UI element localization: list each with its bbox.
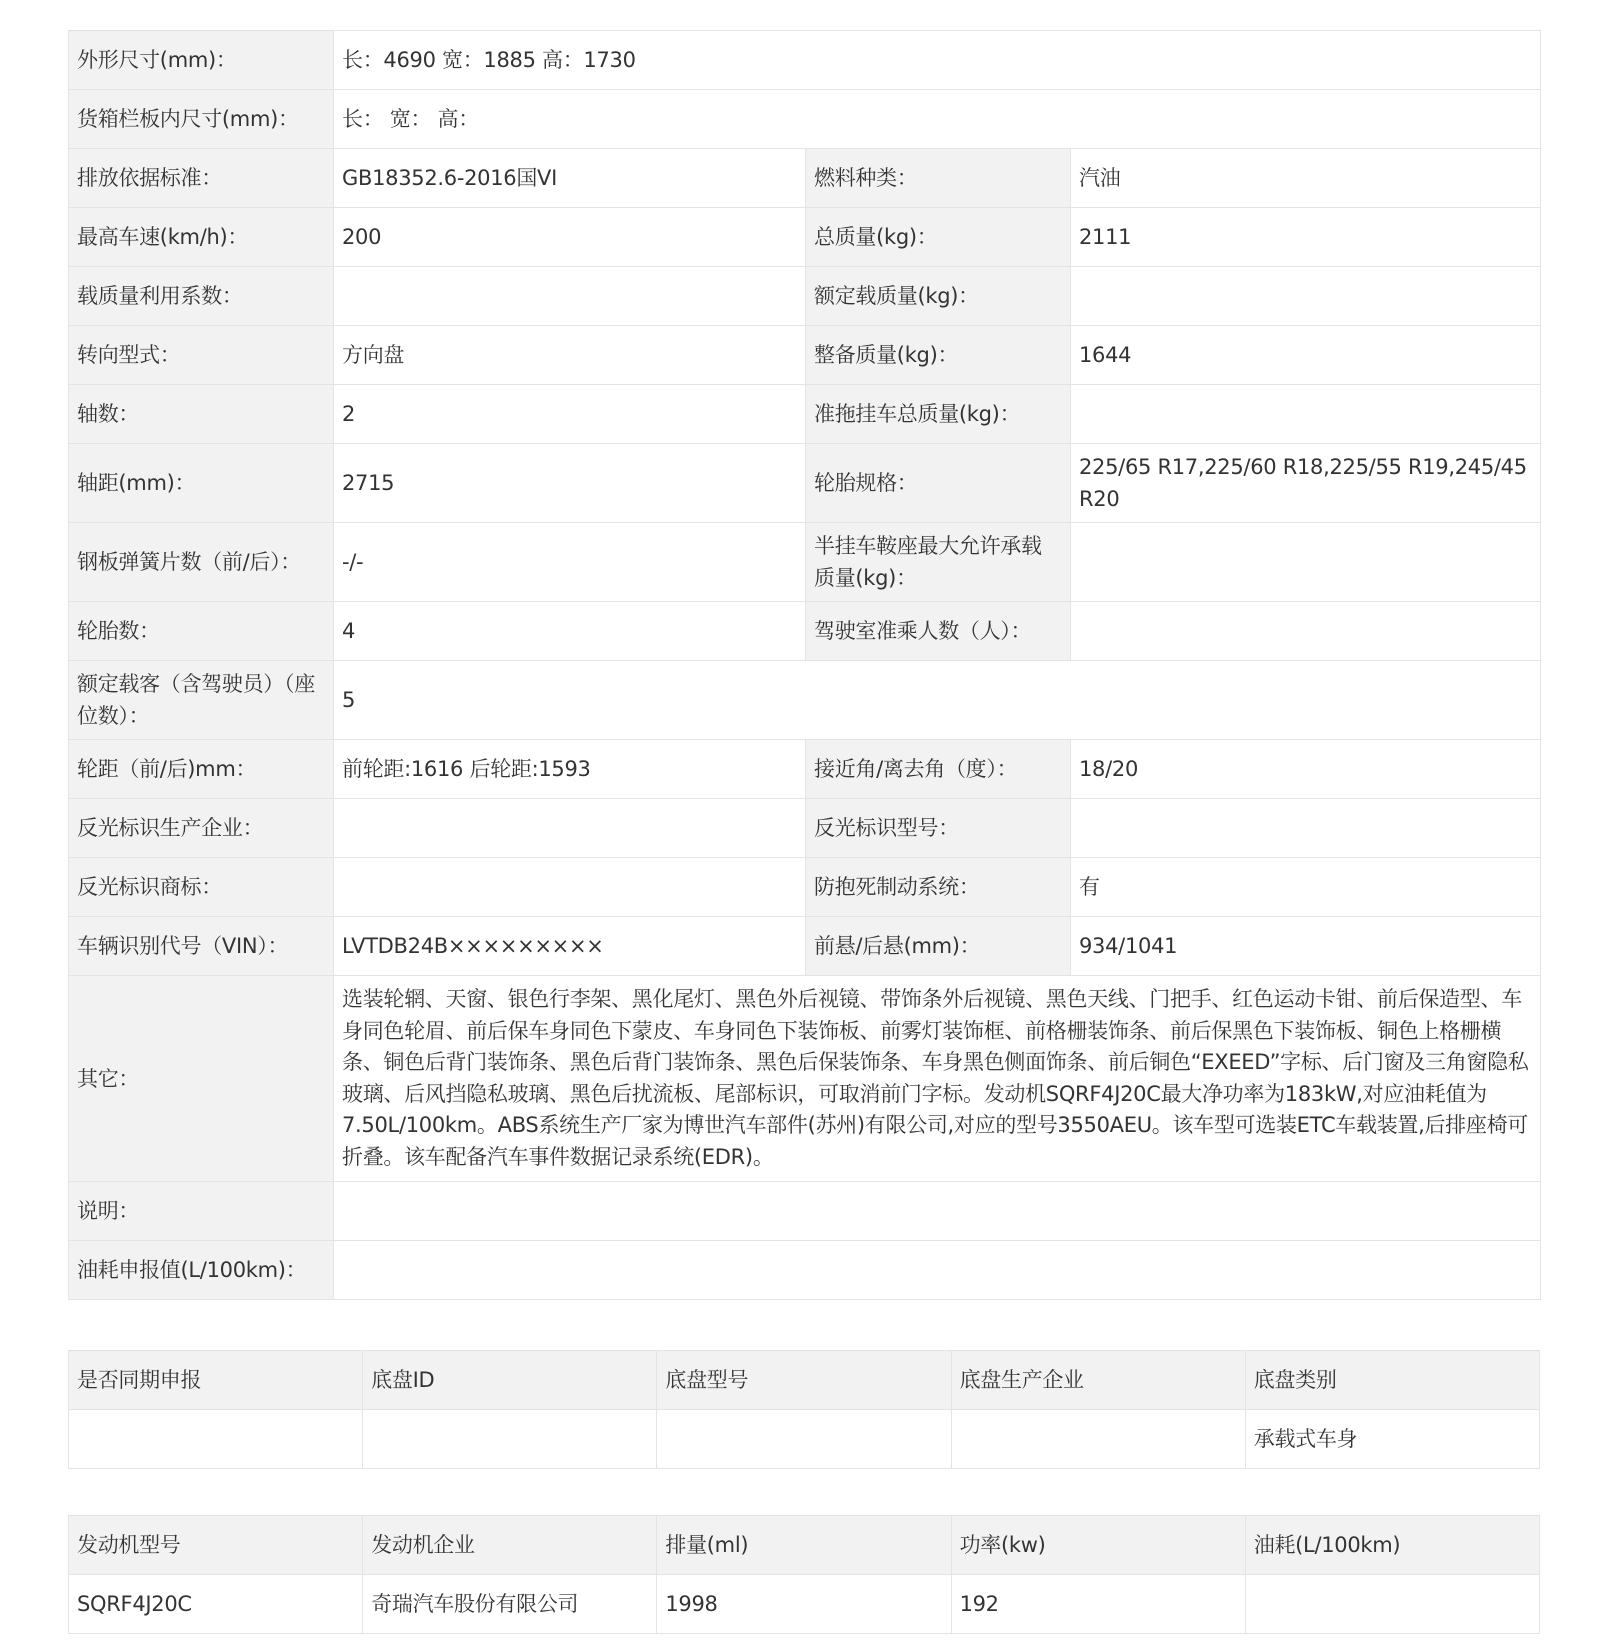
engine-cell: 192 (951, 1575, 1245, 1634)
curb-mass-value: 1644 (1071, 326, 1541, 385)
trailer-mass-value (1071, 385, 1541, 444)
track-value: 前轮距:1616 后轮距:1593 (334, 740, 806, 799)
angles-label: 接近角/离去角（度）： (806, 740, 1071, 799)
fuel-type-value: 汽油 (1071, 149, 1541, 208)
tire-count-value: 4 (334, 602, 806, 661)
trailer-mass-label: 准拖挂车总质量(kg)： (806, 385, 1071, 444)
dimensions-label: 外形尺寸(mm)： (69, 31, 334, 90)
reflective-brand-value (334, 858, 806, 917)
rated-load-value (1071, 267, 1541, 326)
tire-count-label: 轮胎数： (69, 602, 334, 661)
vin-label: 车辆识别代号（VIN）： (69, 917, 334, 976)
emission-standard-label: 排放依据标准： (69, 149, 334, 208)
max-speed-label: 最高车速(km/h)： (69, 208, 334, 267)
cab-passengers-value (1071, 602, 1541, 661)
engine-cell (1245, 1575, 1539, 1634)
leaf-springs-label: 钢板弹簧片数（前/后）： (69, 523, 334, 602)
spec-row-dimensions (69, 31, 1541, 90)
engine-header-cell: 油耗(L/100km) (1245, 1516, 1539, 1575)
abs-label: 防抱死制动系统： (806, 858, 1071, 917)
spec-row-steering (69, 326, 1541, 385)
chassis-cell (657, 1410, 951, 1469)
saddle-load-value (1071, 523, 1541, 602)
rated-load-label: 额定载质量(kg)： (806, 267, 1071, 326)
rated-passengers-label: 额定载客（含驾驶员）（座位数）： (69, 661, 334, 740)
chassis-header-cell: 底盘ID (363, 1351, 657, 1410)
fuel-type-label: 燃料种类： (806, 149, 1071, 208)
total-mass-value: 2111 (1071, 208, 1541, 267)
notes-label: 说明： (69, 1182, 334, 1241)
spec-row-passengers (69, 661, 1541, 740)
track-label: 轮距（前/后)mm： (69, 740, 334, 799)
chassis-cell (363, 1410, 657, 1469)
other-label: 其它： (69, 976, 334, 1182)
spec-row-springs (69, 523, 1541, 602)
axles-label: 轴数： (69, 385, 334, 444)
engine-header-cell: 发动机企业 (363, 1516, 657, 1575)
max-speed-value: 200 (334, 208, 806, 267)
load-utilization-value (334, 267, 806, 326)
chassis-header-cell: 底盘型号 (657, 1351, 951, 1410)
engine-cell: 奇瑞汽车股份有限公司 (363, 1575, 657, 1634)
spec-row-vin (69, 917, 1541, 976)
spec-row-tires (69, 602, 1541, 661)
wheelbase-value: 2715 (334, 444, 806, 523)
chassis-header-cell: 底盘生产企业 (951, 1351, 1245, 1410)
table-row (69, 1410, 1540, 1469)
other-value: 选装轮辋、天窗、银色行李架、黑化尾灯、黑色外后视镜、带饰条外后视镜、黑色天线、门把手、红色运动卡钳、前后保造型、车身同色轮眉、前后保车身同色下蒙皮、车身同色下装饰板、前雾灯装饰框、前格栅装饰条、前后保黑色下装饰板、铜色上格栅横条、铜色后背门装饰条、黑色后背门装饰条、黑色后保装饰条、车身黑色侧面饰条、前后铜色“EXEED”字标、后门窗及三角窗隐私玻璃、后风挡隐私玻璃、黑色后扰流板、尾部标识，可取消前门字标。发动机SQRF4J20C最大净功率为183kW,对应油耗值为7.50L/100km。ABS系统生产厂家为博世汽车部件(苏州)有限公司,对应的型号3550AEU。该车型可选装ETC车载装置,后排座椅可折叠。该车配备汽车事件数据记录系统(EDR)。 (334, 976, 1541, 1182)
curb-mass-label: 整备质量(kg)： (806, 326, 1071, 385)
chassis-cell: 承载式车身 (1245, 1410, 1539, 1469)
engine-header-row (69, 1516, 1540, 1575)
reflective-brand-label: 反光标识商标： (69, 858, 334, 917)
engine-header-cell: 发动机型号 (69, 1516, 363, 1575)
engine-cell: 1998 (657, 1575, 951, 1634)
spec-row-axles (69, 385, 1541, 444)
overhang-label: 前悬/后悬(mm)： (806, 917, 1071, 976)
engine-header-cell: 功率(kw) (951, 1516, 1245, 1575)
chassis-cell (951, 1410, 1245, 1469)
spec-row-reflective (69, 799, 1541, 858)
axles-value: 2 (334, 385, 806, 444)
spec-row-notes (69, 1182, 1541, 1241)
chassis-header-row (69, 1351, 1540, 1410)
engine-header-cell: 排量(ml) (657, 1516, 951, 1575)
vehicle-spec-table (68, 30, 1541, 1300)
cargo-box-label: 货箱栏板内尺寸(mm)： (69, 90, 334, 149)
chassis-header-cell: 底盘类别 (1245, 1351, 1539, 1410)
emission-standard-value: GB18352.6-2016国VI (334, 149, 806, 208)
angles-value: 18/20 (1071, 740, 1541, 799)
spec-row-brand-abs (69, 858, 1541, 917)
saddle-load-label: 半挂车鞍座最大允许承载质量(kg)： (806, 523, 1071, 602)
spec-row-fuel-declared (69, 1241, 1541, 1300)
engine-table (68, 1515, 1540, 1634)
spec-row-other (69, 976, 1541, 1182)
steering-label: 转向型式： (69, 326, 334, 385)
fuel-declared-label: 油耗申报值(L/100km)： (69, 1241, 334, 1300)
vin-value: LVTDB24B××××××××× (334, 917, 806, 976)
chassis-cell (69, 1410, 363, 1469)
spec-row-load (69, 267, 1541, 326)
spec-row-wheelbase (69, 444, 1541, 523)
cargo-box-value: 长： 宽： 高： (334, 90, 1541, 149)
notes-value (334, 1182, 1541, 1241)
spec-row-emission (69, 149, 1541, 208)
cab-passengers-label: 驾驶室准乘人数（人）： (806, 602, 1071, 661)
leaf-springs-value: -/- (334, 523, 806, 602)
total-mass-label: 总质量(kg)： (806, 208, 1071, 267)
fuel-declared-value (334, 1241, 1541, 1300)
dimensions-value: 长：4690 宽：1885 高：1730 (334, 31, 1541, 90)
engine-cell: SQRF4J20C (69, 1575, 363, 1634)
chassis-table (68, 1350, 1540, 1469)
tire-spec-label: 轮胎规格： (806, 444, 1071, 523)
reflective-model-label: 反光标识型号： (806, 799, 1071, 858)
spec-row-speed (69, 208, 1541, 267)
chassis-header-cell: 是否同期申报 (69, 1351, 363, 1410)
overhang-value: 934/1041 (1071, 917, 1541, 976)
table-row (69, 1575, 1540, 1634)
spec-row-cargo-box (69, 90, 1541, 149)
reflective-maker-label: 反光标识生产企业： (69, 799, 334, 858)
wheelbase-label: 轴距(mm)： (69, 444, 334, 523)
steering-value: 方向盘 (334, 326, 806, 385)
reflective-model-value (1071, 799, 1541, 858)
abs-value: 有 (1071, 858, 1541, 917)
reflective-maker-value (334, 799, 806, 858)
rated-passengers-value: 5 (334, 661, 1541, 740)
spec-row-track (69, 740, 1541, 799)
tire-spec-value: 225/65 R17,225/60 R18,225/55 R19,245/45 R20 (1071, 444, 1541, 523)
load-utilization-label: 载质量利用系数： (69, 267, 334, 326)
